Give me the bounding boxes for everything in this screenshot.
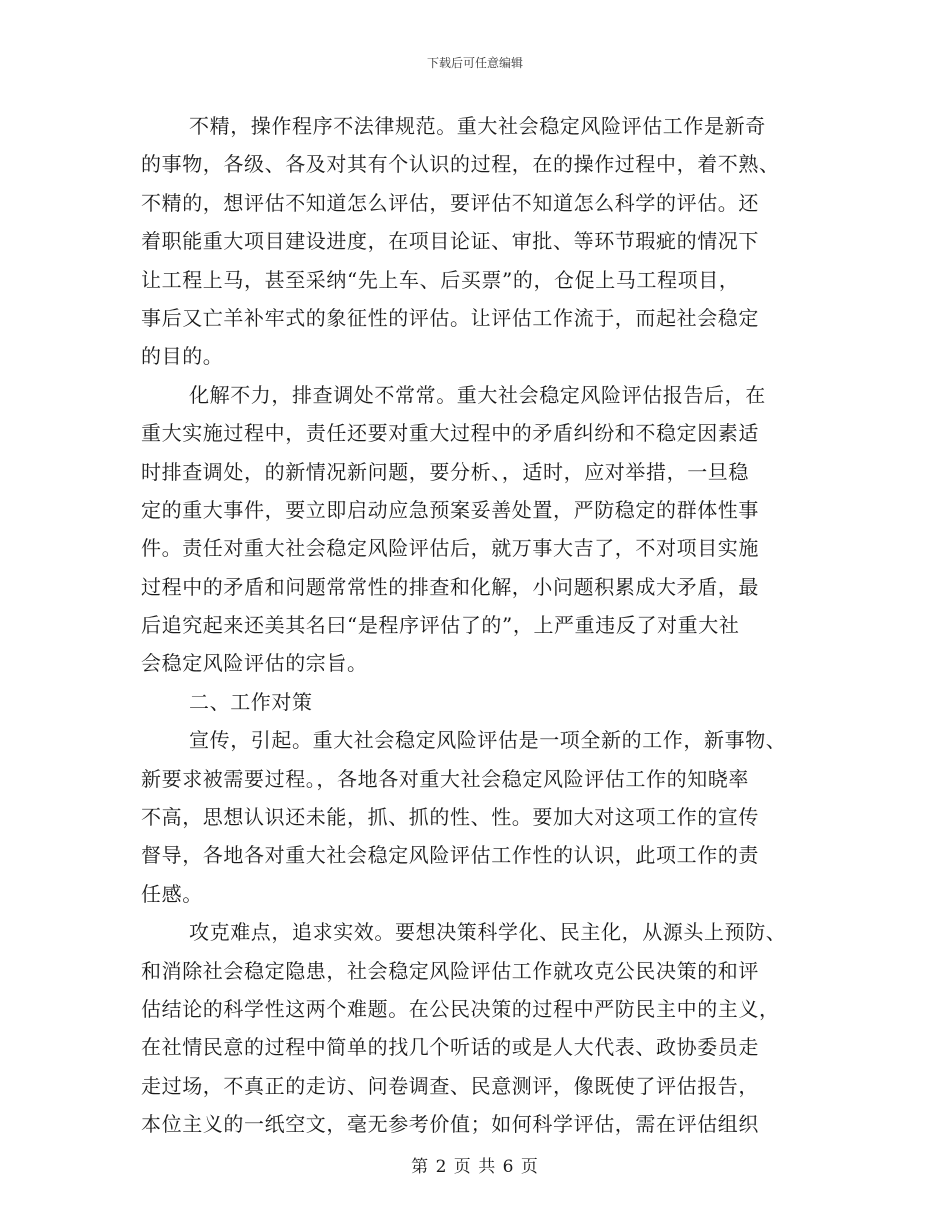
text-line: 督导，各地各对重大社会稳定风险评估工作性的认识，此项工作的责 (141, 843, 759, 868)
text-line: 让工程上马，甚至采纳“先上车、后买票”的，仓促上马工程项目， (141, 267, 740, 292)
text-line: 件。责任对重大社会稳定风险评估后，就万事大吉了，不对项目实施 (141, 536, 759, 561)
text-line: 后追究起来还美其名曰“是程序评估了的”，上严重违反了对重大社 (141, 613, 740, 638)
document-body (141, 107, 813, 1144)
text-line: 本位主义的一纸空文，毫无参考价值；如何科学评估，需在评估组织 (141, 1112, 759, 1137)
text-line: 和消除社会稳定隐患，社会稳定风险评估工作就攻克公民决策的和评 (141, 958, 759, 983)
text-line: 不精的，想评估不知道怎么评估，要评估不知道怎么科学的评估。还 (141, 190, 759, 215)
text-line: 估结论的科学性这两个难题。在公民决策的过程中严防民主中的主义， (141, 996, 780, 1021)
text-line: 新要求被需要过程。，各地各对重大社会稳定风险评估工作的知晓率 (141, 766, 749, 791)
page-number: 第 2 页 共 6 页 (411, 1157, 539, 1177)
text-line: 过程中的矛盾和问题常常性的排查和化解，小问题积累成大矛盾，最 (141, 574, 759, 599)
text-line: 时排查调处，的新情况新问题，要分析、，适时，应对举措，一旦稳 (141, 459, 749, 484)
text-line: 的目的。 (141, 344, 224, 369)
text-line: 任感。 (141, 881, 203, 906)
text-line: 的事物，各级、各及对其有个认识的过程，在的操作过程中，着不熟、 (141, 152, 780, 177)
section-heading: 二、工作对策 (189, 689, 313, 714)
text-line: 不高，思想认识还未能，抓、抓的性、性。要加大对这项工作的宣传 (141, 805, 759, 830)
text-line: 攻克难点，追求实效。要想决策科学化、民主化，从源头上预防、 (189, 920, 787, 945)
text-line: 会稳定风险评估的宗旨。 (141, 651, 368, 676)
text-line: 重大实施过程中，责任还要对重大过程中的矛盾纠纷和不稳定因素适 (141, 421, 759, 446)
text-line: 定的重大事件，要立即启动应急预案妥善处置，严防稳定的群体性事 (141, 497, 759, 522)
text-line: 走过场，不真正的走访、问卷调查、民意测评，像既使了评估报告， (141, 1073, 759, 1098)
text-line: 宣传，引起。重大社会稳定风险评估是一项全新的工作，新事物、 (189, 728, 787, 753)
page-header: 下载后可任意编辑 (426, 56, 523, 70)
text-line: 不精，操作程序不法律规范。重大社会稳定风险评估工作是新奇 (189, 114, 766, 138)
text-line: 化解不力，排查调处不常常。重大社会稳定风险评估报告后，在 (189, 382, 766, 407)
text-line: 着职能重大项目建设进度，在项目论证、审批、等环节瑕疵的情况下 (141, 229, 759, 254)
text-line: 在社情民意的过程中简单的找几个听话的或是人大代表、政协委员走 (141, 1035, 759, 1060)
text-line: 事后又亡羊补牢式的象征性的评估。让评估工作流于，而起社会稳定 (141, 305, 759, 330)
